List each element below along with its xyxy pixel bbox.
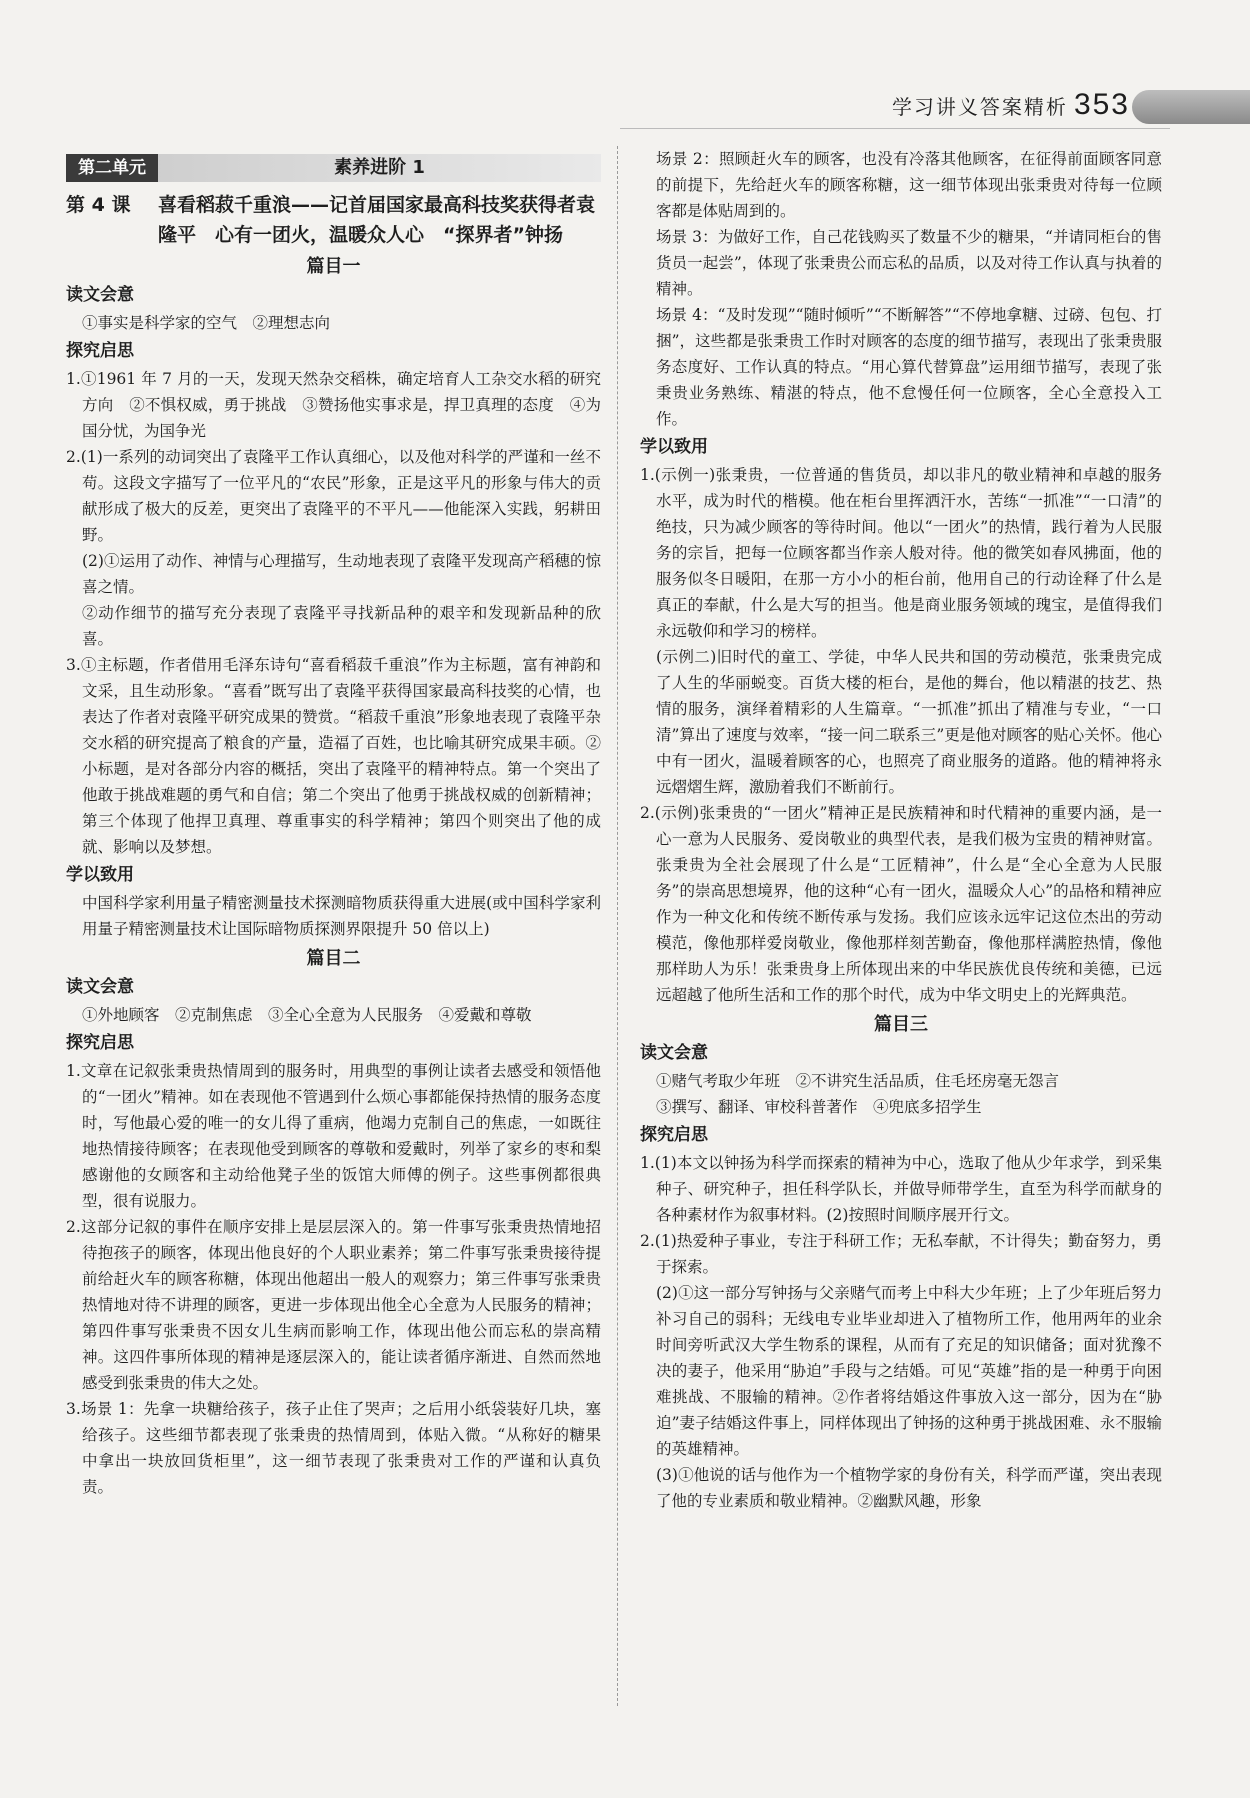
- answer-text: (2)①运用了动作、神情与心理描写，生动地表现了袁隆平发现高产稻穗的惊喜之情。: [82, 552, 601, 596]
- header-title: 学习讲义答案精析: [891, 95, 1068, 119]
- lesson-number: 第 4 课: [66, 194, 131, 216]
- answer-text: (2)①这一部分写钟扬与父亲赌气而考上中科大少年班；上了少年班后努力补习自己的弱科；无线电专业毕业却进入了植物所工作，他用两年的业余时间旁听武汉大学生物系的课程，从而有了充足的知识储备；面对犹豫不决的妻子，他采用“胁迫”手段与之结婚。可见“英雄”指的是一种勇于向困难挑战、不服输的精神。②作者将结婚这件事放入这一部分，因为在“胁迫”妻子结婚这件事上，同样体现出了钟扬的这种勇于挑战困难、永不服输的英雄精神。: [656, 1284, 1162, 1458]
- answer-text: ①事实是科学家的空气 ②理想志向: [82, 314, 331, 332]
- unit-bar: [66, 154, 601, 182]
- answer-text: 2.(1)一系列的动词突出了袁隆平工作认真细心，以及他对科学的严谨和一丝不苟。这段文字描写了一位平凡的“农民”形象，正是这平凡的形象与伟大的贡献形成了极大的反差，更突出了袁隆平的不平凡——他能深入实践，躬耕田野。: [66, 448, 601, 544]
- header-tab-decoration: [1132, 90, 1250, 124]
- subheading-explore: 探究启思: [66, 1033, 134, 1053]
- subheading-apply: 学以致用: [66, 865, 134, 885]
- answer-text: ②动作细节的描写充分表现了袁隆平寻找新品种的艰辛和发现新品种的欣喜。: [82, 604, 601, 648]
- section-heading-1: 篇目一: [306, 256, 361, 277]
- header-rule: [620, 128, 1170, 129]
- answer-text: 场景 3：为做好工作，自己花钱购买了数量不少的糖果，“并请同柜台的售货员一起尝”，体现了张秉贵公而忘私的品质，以及对待工作认真与执着的精神。: [656, 228, 1162, 298]
- lesson-title: 喜看稻菽千重浪——记首届国家最高科技奖获得者袁隆平 心有一团火，温暖众人心 “探界者”钟扬: [158, 194, 596, 246]
- answer-text: 1.①1961 年 7 月的一天，发现天然杂交稻株，确定培育人工杂交水稻的研究方向 ②不惧权威，勇于挑战 ③赞扬他实事求是，捍卫真理的态度 ④为国分忧，为国争光: [66, 370, 601, 440]
- section-heading-3: 篇目三: [874, 1014, 928, 1035]
- answer-text: 1.(示例一)张秉贵，一位普通的售货员，却以非凡的敬业精神和卓越的服务水平，成为时代的楷模。他在柜台里挥洒汗水，苦练“一抓准”“一口清”的绝技，只为减少顾客的等待时间。他以“一团火”的热情，践行着为人民服务的宗旨，把每一位顾客都当作亲人般对待。他的微笑如春风拂面，他的服务似冬日暖阳，在那一方小小的柜台前，他用自己的行动诠释了什么是真正的奉献，什么是大写的担当。他是商业服务领域的瑰宝，是值得我们永远敬仰和学习的榜样。: [640, 466, 1162, 640]
- subheading-read: 读文会意: [640, 1043, 708, 1063]
- answer-text: 2.(1)热爱种子事业，专注于科研工作；无私奉献，不计得失；勤奋努力，勇于探索。: [640, 1232, 1162, 1276]
- answer-text: 3.①主标题，作者借用毛泽东诗句“喜看稻菽千重浪”作为主标题，富有神韵和文采，且生动形象。“喜看”既写出了袁隆平获得国家最高科技奖的心情，也表达了作者对袁隆平研究成果的赞赏。“稻菽千重浪”形象地表现了袁隆平杂交水稻的研究提高了粮食的产量，造福了百姓，也比喻其研究成果丰硕。②小标题，是对各部分内容的概括，突出了袁隆平的精神特点。第一个突出了他敢于挑战难题的勇气和自信；第二个突出了他勇于挑战权威的创新精神；第三个体现了他捍卫真理、尊重事实的科学精神；第四个则突出了他的成就、影响以及梦想。: [66, 656, 601, 856]
- answer-text: 1.文章在记叙张秉贵热情周到的服务时，用典型的事例让读者去感受和领悟他的“一团火”精神。如在表现他不管遇到什么烦心事都能保持热情的服务态度时，写他最心爱的唯一的女儿得了重病，他竭力克制自己的焦虑，一如既往地热情接待顾客；在表现他受到顾客的尊敬和爱戴时，列举了家乡的枣和梨感谢他的女顾客和主动给他凳子坐的饭馆大师傅的例子。这些事例都很典型，很有说服力。: [66, 1062, 601, 1210]
- left-column: [66, 154, 601, 1500]
- section-heading-2: 篇目二: [306, 948, 361, 969]
- lesson-heading: [66, 190, 601, 250]
- unit-title: 素养进阶 1: [334, 157, 425, 178]
- subheading-explore: 探究启思: [66, 341, 134, 361]
- subheading-apply: 学以致用: [640, 437, 708, 457]
- right-column: [640, 146, 1162, 1514]
- subheading-read: 读文会意: [66, 977, 134, 997]
- answer-text: 中国科学家利用量子精密测量技术探测暗物质获得重大进展(或中国科学家利用量子精密测量技术让国际暗物质探测界限提升 50 倍以上): [82, 894, 601, 938]
- answer-text: 1.(1)本文以钟扬为科学而探索的精神为中心，选取了他从少年求学，到采集种子、研究种子，担任科学队长，并做导师带学生，直至为科学而献身的各种素材作为叙事材料。(2)按照时间顺序展开行文。: [640, 1154, 1162, 1224]
- answer-text: ③撰写、翻译、审校科普著作 ④兜底多招学生: [656, 1098, 982, 1116]
- unit-label: 第二单元: [66, 154, 158, 182]
- answer-text: 3.场景 1：先拿一块糖给孩子，孩子止住了哭声；之后用小纸袋装好几块，塞给孩子。这些细节都表现了张秉贵的热情周到，体贴入微。“从称好的糖果中拿出一块放回货柜里”，这一细节表现了张秉贵对工作的严谨和认真负责。: [66, 1400, 601, 1496]
- answer-text: (示例二)旧时代的童工、学徒，中华人民共和国的劳动模范，张秉贵完成了人生的华丽蜕变。百货大楼的柜台，是他的舞台，他以精湛的技艺、热情的服务，演绎着精彩的人生篇章。“一抓准”抓出了精准与专业，“一口清”算出了速度与效率，“接一问二联系三”更是他对顾客的贴心关怀。他心中有一团火，温暖着顾客的心，也照亮了商业服务的道路。他的精神将永远熠熠生辉，激励着我们不断前行。: [656, 648, 1162, 796]
- subheading-explore: 探究启思: [640, 1125, 708, 1145]
- answer-text: 2.(示例)张秉贵的“一团火”精神正是民族精神和时代精神的重要内涵，是一心一意为人民服务、爱岗敬业的典型代表，是我们极为宝贵的精神财富。张秉贵为全社会展现了什么是“工匠精神”，什么是“全心全意为人民服务”的崇高思想境界，他的这种“心有一团火，温暖众人心”的品格和精神应作为一种文化和传统不断传承与发扬。我们应该永远牢记这位杰出的劳动模范，像他那样爱岗敬业，像他那样刻苦勤奋，像他那样满腔热情，像他那样助人为乐！张秉贵身上所体现出来的中华民族优良传统和美德，已远远超越了他所生活和工作的那个时代，成为中华文明史上的光辉典范。: [640, 804, 1162, 1004]
- column-divider: [617, 146, 618, 1706]
- answer-text: 2.这部分记叙的事件在顺序安排上是层层深入的。第一件事写张秉贵热情地招待抱孩子的顾客，体现出他良好的个人职业素养；第二件事写张秉贵接待提前给赶火车的顾客称糖，体现出他超出一般人的观察力；第三件事写张秉贵热情地对待不讲理的顾客，更进一步体现出他全心全意为人民服务的精神；第四件事写张秉贵不因女儿生病而影响工作，体现出他公而忘私的崇高精神。这四件事所体现的精神是逐层深入的，能让读者循序渐进、自然而然地感受到张秉贵的伟大之处。: [66, 1218, 601, 1392]
- subheading-read: 读文会意: [66, 285, 134, 305]
- running-header: [892, 88, 1130, 122]
- answer-text: 场景 2：照顾赶火车的顾客，也没有冷落其他顾客，在征得前面顾客同意的前提下，先给赶火车的顾客称糖，这一细节体现出张秉贵对待每一位顾客都是体贴周到的。: [656, 150, 1162, 220]
- answer-text: 场景 4：“及时发现”“随时倾听”“不断解答”“不停地拿糖、过磅、包包、打捆”，这些都是张秉贵工作时对顾客的态度的细节描写，表现出了张秉贵服务态度好、工作认真的特点。“用心算代替算盘”运用细节描写，表现了张秉贵业务熟练、精湛的特点，他不怠慢任何一位顾客，全心全意投入工作。: [656, 306, 1162, 428]
- answer-text: ①赌气考取少年班 ②不讲究生活品质，住毛坯房毫无怨言: [656, 1072, 1060, 1090]
- answer-text: (3)①他说的话与他作为一个植物学家的身份有关，科学而严谨，突出表现了他的专业素质和敬业精神。②幽默风趣，形象: [656, 1466, 1162, 1510]
- page-number: 353: [1073, 88, 1130, 121]
- answer-text: ①外地顾客 ②克制焦虑 ③全心全意为人民服务 ④爱戴和尊敬: [82, 1006, 532, 1024]
